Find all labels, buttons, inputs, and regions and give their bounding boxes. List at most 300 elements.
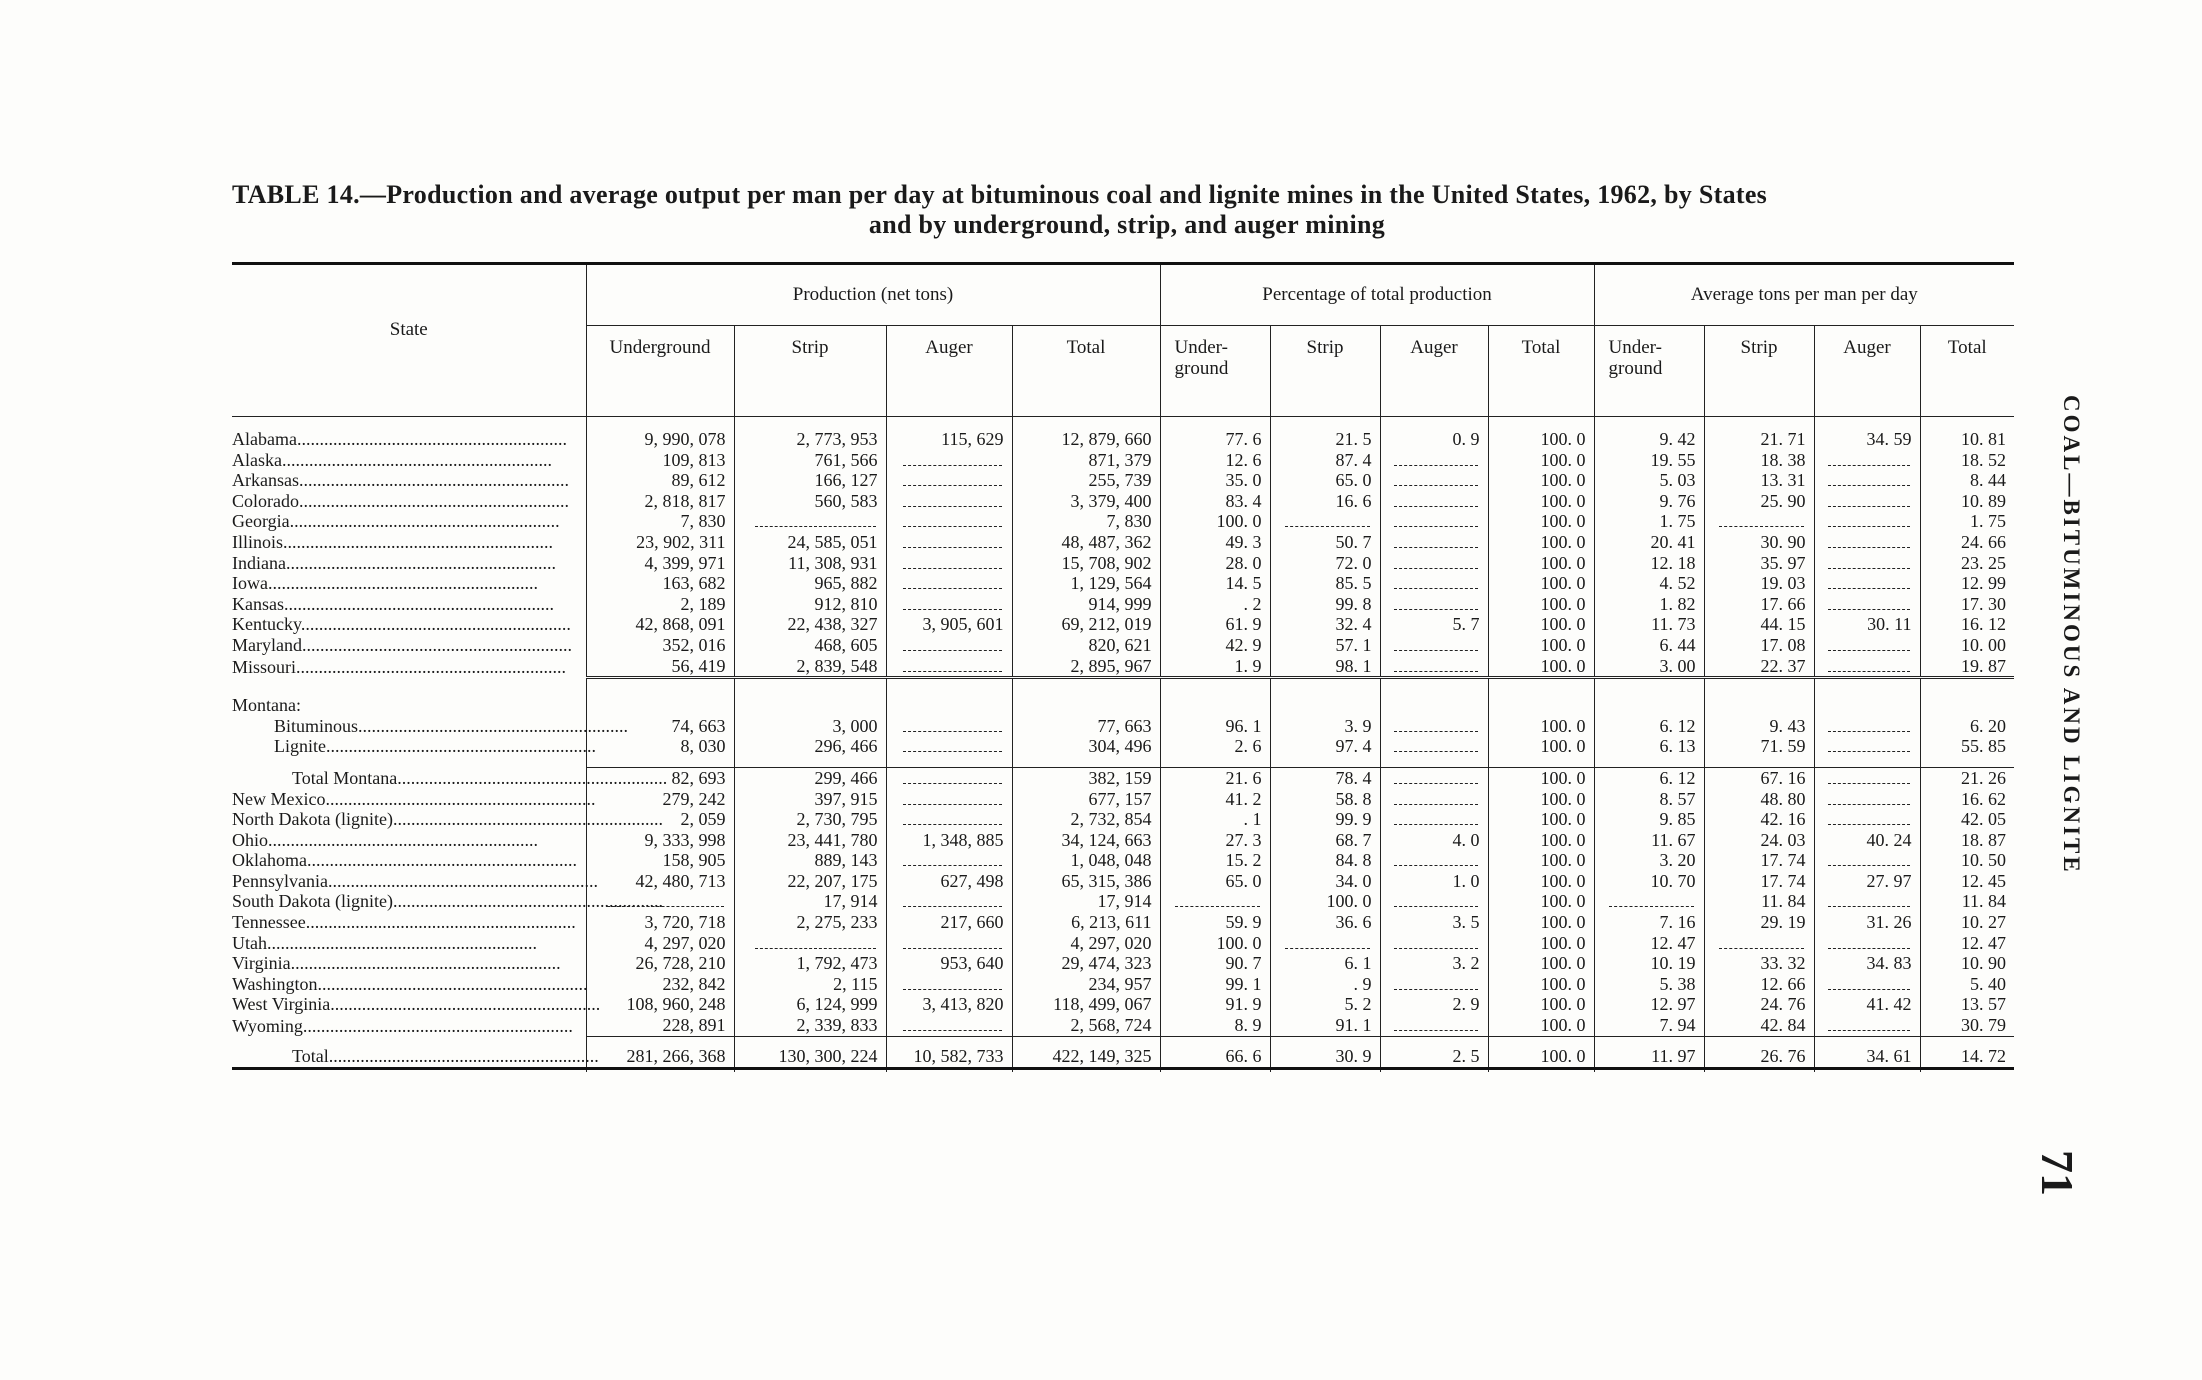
value-cell: 3, 413, 820 [886, 994, 1012, 1015]
table-row [232, 594, 2014, 615]
col-header-percentage-0: Under- ground [1160, 326, 1270, 417]
table-row [232, 994, 2014, 1015]
value-cell: 100. 0 [1488, 850, 1594, 871]
value-cell [1380, 635, 1488, 656]
empty-dash [1828, 894, 1909, 907]
value-cell [1380, 573, 1488, 594]
state-label: Total [292, 1046, 329, 1067]
value-cell: 2, 568, 724 [1012, 1015, 1160, 1036]
value-cell: 35. 0 [1160, 470, 1270, 491]
empty-dash [1828, 1018, 1909, 1031]
value-cell: 0. 9 [1380, 429, 1488, 450]
empty-dash [1719, 514, 1804, 527]
value-cell: 12, 879, 660 [1012, 429, 1160, 450]
value-cell: 1. 75 [1920, 511, 2014, 532]
value-cell: 109, 813 [586, 450, 734, 471]
table-row [232, 850, 2014, 871]
value-cell: 7, 830 [1012, 511, 1160, 532]
group-header-production: Production (net tons) [586, 264, 1160, 326]
empty-dash [1828, 812, 1909, 825]
state-cell [232, 635, 586, 656]
value-cell: 2, 895, 967 [1012, 656, 1160, 678]
value-cell: 36. 6 [1270, 912, 1380, 933]
value-cell: 3, 000 [734, 716, 886, 737]
value-cell: 98. 1 [1270, 656, 1380, 678]
empty-dash [903, 556, 1001, 569]
state-cell [232, 788, 596, 810]
value-cell: 965, 882 [734, 573, 886, 594]
empty-dash [1394, 597, 1477, 610]
value-cell: 78. 4 [1270, 767, 1380, 788]
value-cell: 65, 315, 386 [1012, 871, 1160, 892]
value-cell: 22, 438, 327 [734, 614, 886, 635]
value-cell [886, 573, 1012, 594]
value-cell: 16. 12 [1920, 614, 2014, 635]
value-cell: 100. 0 [1488, 573, 1594, 594]
table-row [232, 953, 2014, 974]
empty-dash [903, 719, 1001, 732]
value-cell: 77, 663 [1012, 716, 1160, 737]
empty-dash [1828, 514, 1909, 527]
value-cell [1814, 933, 1920, 954]
value-cell: 100. 0 [1488, 871, 1594, 892]
value-cell: 27. 3 [1160, 830, 1270, 851]
leader-dots: ............................................................ [283, 531, 554, 552]
value-cell [1380, 850, 1488, 871]
value-cell: 11, 308, 931 [734, 553, 886, 574]
state-cell [232, 470, 586, 491]
value-cell: 382, 159 [1012, 767, 1160, 788]
value-cell: 44. 15 [1704, 614, 1814, 635]
value-cell: 100. 0 [1488, 594, 1594, 615]
table-row [232, 511, 2014, 532]
empty-dash [903, 977, 1001, 990]
empty-dash [903, 453, 1001, 466]
value-cell: 2, 732, 854 [1012, 809, 1160, 830]
state-label: Kansas [232, 593, 284, 614]
value-cell: 24. 76 [1704, 994, 1814, 1015]
value-cell: 67. 16 [1704, 767, 1814, 788]
value-cell: 281, 266, 368 [586, 1036, 734, 1068]
value-cell: 21. 5 [1270, 429, 1380, 450]
state-label: North Dakota (lignite) [232, 809, 393, 830]
empty-dash [903, 514, 1001, 527]
value-cell [886, 1015, 1012, 1036]
empty-dash [1828, 853, 1909, 866]
value-cell: 8, 030 [586, 736, 734, 757]
state-cell [232, 830, 586, 851]
value-cell: 2, 839, 548 [734, 656, 886, 678]
col-header-production-3: Total [1012, 326, 1160, 417]
value-cell: 10. 27 [1920, 912, 2014, 933]
value-cell: 953, 640 [886, 953, 1012, 974]
state-label: Virginia [232, 953, 291, 974]
value-cell: 2. 9 [1380, 994, 1488, 1015]
empty-dash [1394, 894, 1477, 907]
value-cell: 1. 75 [1594, 511, 1704, 532]
value-cell: 42. 05 [1920, 809, 2014, 830]
empty-dash [903, 597, 1001, 610]
state-cell [232, 953, 586, 974]
table-row [232, 429, 2014, 450]
state-cell [232, 511, 586, 532]
value-cell: 100. 0 [1488, 974, 1594, 995]
empty-dash [1609, 894, 1694, 907]
value-cell: . 9 [1270, 974, 1380, 995]
value-cell: 9. 43 [1704, 716, 1814, 737]
state-cell [232, 429, 586, 450]
state-cell [232, 994, 601, 1015]
table-row [232, 553, 2014, 574]
value-cell: 58. 8 [1270, 789, 1380, 810]
value-cell: 87. 4 [1270, 450, 1380, 471]
value-cell: 5. 40 [1920, 974, 2014, 995]
value-cell: 912, 810 [734, 594, 886, 615]
leader-dots: ............................................................ [302, 1015, 573, 1036]
value-cell: 7. 16 [1594, 912, 1704, 933]
value-cell: 4. 52 [1594, 573, 1704, 594]
value-cell: 68. 7 [1270, 830, 1380, 851]
value-cell [1380, 789, 1488, 810]
value-cell: 100. 0 [1488, 470, 1594, 491]
value-cell [1814, 532, 1920, 553]
value-cell: 100. 0 [1160, 933, 1270, 954]
state-label: New Mexico [232, 788, 326, 809]
leader-dots: ............................................................ [300, 614, 571, 635]
value-cell: 32. 4 [1270, 614, 1380, 635]
value-cell: 69, 212, 019 [1012, 614, 1160, 635]
state-label: Maryland [232, 634, 302, 655]
value-cell: 1, 792, 473 [734, 953, 886, 974]
value-cell: 100. 0 [1488, 635, 1594, 656]
value-cell [1270, 511, 1380, 532]
value-cell: 6. 1 [1270, 953, 1380, 974]
col-header-percentage-2: Auger [1380, 326, 1488, 417]
value-cell: 108, 960, 248 [586, 994, 734, 1015]
montana-total-row [232, 767, 2014, 788]
value-cell: 677, 157 [1012, 789, 1160, 810]
value-cell: . 2 [1160, 594, 1270, 615]
empty-dash [903, 812, 1001, 825]
value-cell: 72. 0 [1270, 553, 1380, 574]
empty-dash [1285, 936, 1370, 949]
empty-dash [1394, 535, 1477, 548]
table-row [232, 1015, 2014, 1036]
empty-dash [1394, 812, 1477, 825]
value-cell [886, 736, 1012, 757]
value-cell: 57. 1 [1270, 635, 1380, 656]
table-row [232, 614, 2014, 635]
empty-dash [1394, 792, 1477, 805]
state-cell [232, 870, 598, 892]
value-cell: 40. 24 [1814, 830, 1920, 851]
value-cell: 85. 5 [1270, 573, 1380, 594]
empty-dash [1828, 556, 1909, 569]
value-cell [1814, 891, 1920, 912]
group-header-percentage: Percentage of total production [1160, 264, 1594, 326]
value-cell: 66. 6 [1160, 1036, 1270, 1068]
value-cell: 10. 81 [1920, 429, 2014, 450]
empty-dash [1394, 853, 1477, 866]
value-cell: 30. 90 [1704, 532, 1814, 553]
value-cell: 30. 9 [1270, 1036, 1380, 1068]
value-cell: 14. 72 [1920, 1036, 2014, 1068]
value-cell: 35. 97 [1704, 553, 1814, 574]
empty-dash [1828, 494, 1909, 507]
value-cell: 100. 0 [1488, 716, 1594, 737]
value-cell: 100. 0 [1488, 656, 1594, 678]
value-cell: 21. 26 [1920, 767, 2014, 788]
table-row [232, 532, 2014, 553]
value-cell: 5. 2 [1270, 994, 1380, 1015]
state-cell [232, 767, 668, 788]
value-cell: 12. 66 [1704, 974, 1814, 995]
value-cell: 627, 498 [886, 871, 1012, 892]
state-cell [232, 715, 629, 737]
value-cell: 42, 868, 091 [586, 614, 734, 635]
value-cell: 10. 89 [1920, 491, 2014, 512]
value-cell: 17. 30 [1920, 594, 2014, 615]
value-cell: 3. 20 [1594, 850, 1704, 871]
value-cell: 82, 693 [586, 767, 734, 788]
value-cell: 30. 11 [1814, 614, 1920, 635]
value-cell [1704, 511, 1814, 532]
value-cell: 9, 333, 998 [586, 830, 734, 851]
value-cell: 11. 67 [1594, 830, 1704, 851]
state-label: Pennsylvania [232, 870, 328, 891]
value-cell [1380, 767, 1488, 788]
value-cell [1814, 553, 1920, 574]
state-label: Illinois [232, 531, 284, 552]
value-cell: 22, 207, 175 [734, 871, 886, 892]
value-cell [886, 470, 1012, 491]
leader-dots: ............................................................ [325, 788, 596, 809]
leader-dots: ............................................................ [285, 552, 556, 573]
value-cell: 55. 85 [1920, 736, 2014, 757]
value-cell: 11. 97 [1594, 1036, 1704, 1068]
value-cell: 12. 99 [1920, 573, 2014, 594]
value-cell: 19. 87 [1920, 656, 2014, 678]
leader-dots: ............................................................ [306, 850, 577, 871]
value-cell: 100. 0 [1488, 429, 1594, 450]
value-cell [1380, 974, 1488, 995]
value-cell: 13. 57 [1920, 994, 2014, 1015]
value-cell: 29. 19 [1704, 912, 1814, 933]
table-row [232, 789, 2014, 810]
state-cell [232, 614, 586, 635]
value-cell: 6. 20 [1920, 716, 2014, 737]
leader-dots: ............................................................ [330, 994, 601, 1015]
value-cell: 16. 6 [1270, 491, 1380, 512]
leader-dots: ............................................................ [328, 870, 598, 891]
value-cell: 10. 70 [1594, 871, 1704, 892]
state-label: Indiana [232, 552, 286, 573]
value-cell: 422, 149, 325 [1012, 1036, 1160, 1068]
state-cell [232, 891, 663, 912]
value-cell: 99. 1 [1160, 974, 1270, 995]
value-cell: 11. 73 [1594, 614, 1704, 635]
empty-dash [1394, 1018, 1477, 1031]
value-cell: 15. 2 [1160, 850, 1270, 871]
value-cell [1814, 511, 1920, 532]
value-cell [886, 789, 1012, 810]
empty-dash [1394, 453, 1477, 466]
value-cell [1814, 470, 1920, 491]
value-cell [886, 891, 1012, 912]
empty-dash [1828, 977, 1909, 990]
value-cell: 42. 84 [1704, 1015, 1814, 1036]
table-row [232, 809, 2014, 830]
value-cell [1380, 594, 1488, 615]
leader-dots: ............................................................ [317, 973, 588, 994]
value-cell: 1, 048, 048 [1012, 850, 1160, 871]
value-cell [886, 511, 1012, 532]
col-header-percentage-3: Total [1488, 326, 1594, 417]
value-cell: 3, 720, 718 [586, 912, 734, 933]
value-cell: 61. 9 [1160, 614, 1270, 635]
value-cell [1814, 974, 1920, 995]
value-cell: 12. 45 [1920, 871, 2014, 892]
value-cell: 2, 275, 233 [734, 912, 886, 933]
value-cell: 4, 297, 020 [1012, 933, 1160, 954]
value-cell: 7. 94 [1594, 1015, 1704, 1036]
empty-dash [1828, 473, 1909, 486]
value-cell: 234, 957 [1012, 974, 1160, 995]
table-row [232, 736, 2014, 757]
value-cell: 1. 82 [1594, 594, 1704, 615]
value-cell: 18. 38 [1704, 450, 1814, 471]
value-cell: 100. 0 [1488, 912, 1594, 933]
value-cell: 18. 87 [1920, 830, 2014, 851]
value-cell: 352, 016 [586, 635, 734, 656]
state-label: Total Montana [292, 767, 398, 788]
value-cell: 100. 0 [1488, 891, 1594, 912]
value-cell [886, 656, 1012, 678]
empty-dash [903, 638, 1001, 651]
value-cell: 560, 583 [734, 491, 886, 512]
value-cell: 96. 1 [1160, 716, 1270, 737]
empty-dash [903, 473, 1001, 486]
value-cell [1380, 532, 1488, 553]
value-cell: 49. 3 [1160, 532, 1270, 553]
value-cell: 34. 59 [1814, 429, 1920, 450]
state-cell [232, 1036, 599, 1068]
value-cell: 29, 474, 323 [1012, 953, 1160, 974]
state-label: Arkansas [232, 470, 299, 491]
leader-dots: ............................................................ [281, 449, 552, 470]
spacer-row [232, 757, 2014, 768]
state-label: South Dakota (lignite) [232, 891, 393, 912]
value-cell: 100. 0 [1488, 994, 1594, 1015]
value-cell: 14. 5 [1160, 573, 1270, 594]
value-cell [1380, 891, 1488, 912]
value-cell: 1, 348, 885 [886, 830, 1012, 851]
value-cell: 279, 242 [586, 789, 734, 810]
value-cell [886, 767, 1012, 788]
value-cell: 100. 0 [1488, 511, 1594, 532]
leader-dots: ............................................................ [298, 470, 569, 491]
empty-dash [903, 936, 1001, 949]
value-cell: 3. 5 [1380, 912, 1488, 933]
value-cell: 48, 487, 362 [1012, 532, 1160, 553]
value-cell [1380, 716, 1488, 737]
empty-dash [903, 853, 1001, 866]
value-cell: 397, 915 [734, 789, 886, 810]
value-cell: 100. 0 [1488, 614, 1594, 635]
value-cell: . 1 [1160, 809, 1270, 830]
state-label: Wyoming [232, 1015, 303, 1036]
value-cell: 100. 0 [1488, 830, 1594, 851]
title-line-2: and by underground, strip, and auger mining [868, 210, 1386, 239]
leader-dots: ............................................................ [267, 573, 538, 594]
leader-dots: ............................................................ [358, 715, 629, 736]
montana-label-row [232, 695, 2014, 716]
empty-dash [1394, 638, 1477, 651]
value-cell [1380, 736, 1488, 757]
value-cell: 23, 902, 311 [586, 532, 734, 553]
table-row [232, 830, 2014, 851]
empty-dash [1828, 597, 1909, 610]
value-cell: 7, 830 [586, 511, 734, 532]
value-cell: 2. 6 [1160, 736, 1270, 757]
value-cell: 41. 42 [1814, 994, 1920, 1015]
value-cell: 9. 76 [1594, 491, 1704, 512]
value-cell: 4, 297, 020 [586, 933, 734, 954]
value-cell: 99. 9 [1270, 809, 1380, 830]
value-cell: 34. 0 [1270, 871, 1380, 892]
value-cell: 296, 466 [734, 736, 886, 757]
value-cell: 163, 682 [586, 573, 734, 594]
value-cell: 3. 2 [1380, 953, 1488, 974]
empty-dash [1719, 936, 1804, 949]
state-cell [232, 736, 596, 757]
state-cell [232, 912, 586, 933]
value-cell: 77. 6 [1160, 429, 1270, 450]
value-cell: 12. 97 [1594, 994, 1704, 1015]
state-cell [232, 450, 586, 471]
value-cell [886, 974, 1012, 995]
col-header-production-1: Strip [734, 326, 886, 417]
value-cell: 100. 0 [1488, 532, 1594, 553]
value-cell: 24, 585, 051 [734, 532, 886, 553]
value-cell: 17. 74 [1704, 850, 1814, 871]
empty-dash [903, 792, 1001, 805]
state-label: Utah [232, 932, 267, 953]
value-cell: 100. 0 [1488, 553, 1594, 574]
value-cell: 217, 660 [886, 912, 1012, 933]
value-cell: 15, 708, 902 [1012, 553, 1160, 574]
title-line-1: TABLE 14.—Production and average output per man per day at bituminous coal and lignite mines in the United States, 1962, by States [232, 180, 1768, 209]
empty-dash [1394, 719, 1477, 732]
value-cell: 56, 419 [586, 656, 734, 678]
leader-dots: ............................................................ [305, 912, 576, 933]
value-cell: 8. 44 [1920, 470, 2014, 491]
value-cell: 6. 13 [1594, 736, 1704, 757]
value-cell: 30. 79 [1920, 1015, 2014, 1036]
value-cell: 65. 0 [1160, 871, 1270, 892]
leader-dots: ............................................................ [268, 829, 538, 850]
table-row [232, 470, 2014, 491]
table-row [232, 912, 2014, 933]
table-row [232, 871, 2014, 892]
value-cell: 2. 5 [1380, 1036, 1488, 1068]
value-cell: 1. 0 [1380, 871, 1488, 892]
value-cell: 820, 621 [1012, 635, 1160, 656]
value-cell: 11. 84 [1920, 891, 2014, 912]
value-cell [586, 891, 734, 912]
value-cell: 97. 4 [1270, 736, 1380, 757]
empty-dash [1828, 792, 1909, 805]
